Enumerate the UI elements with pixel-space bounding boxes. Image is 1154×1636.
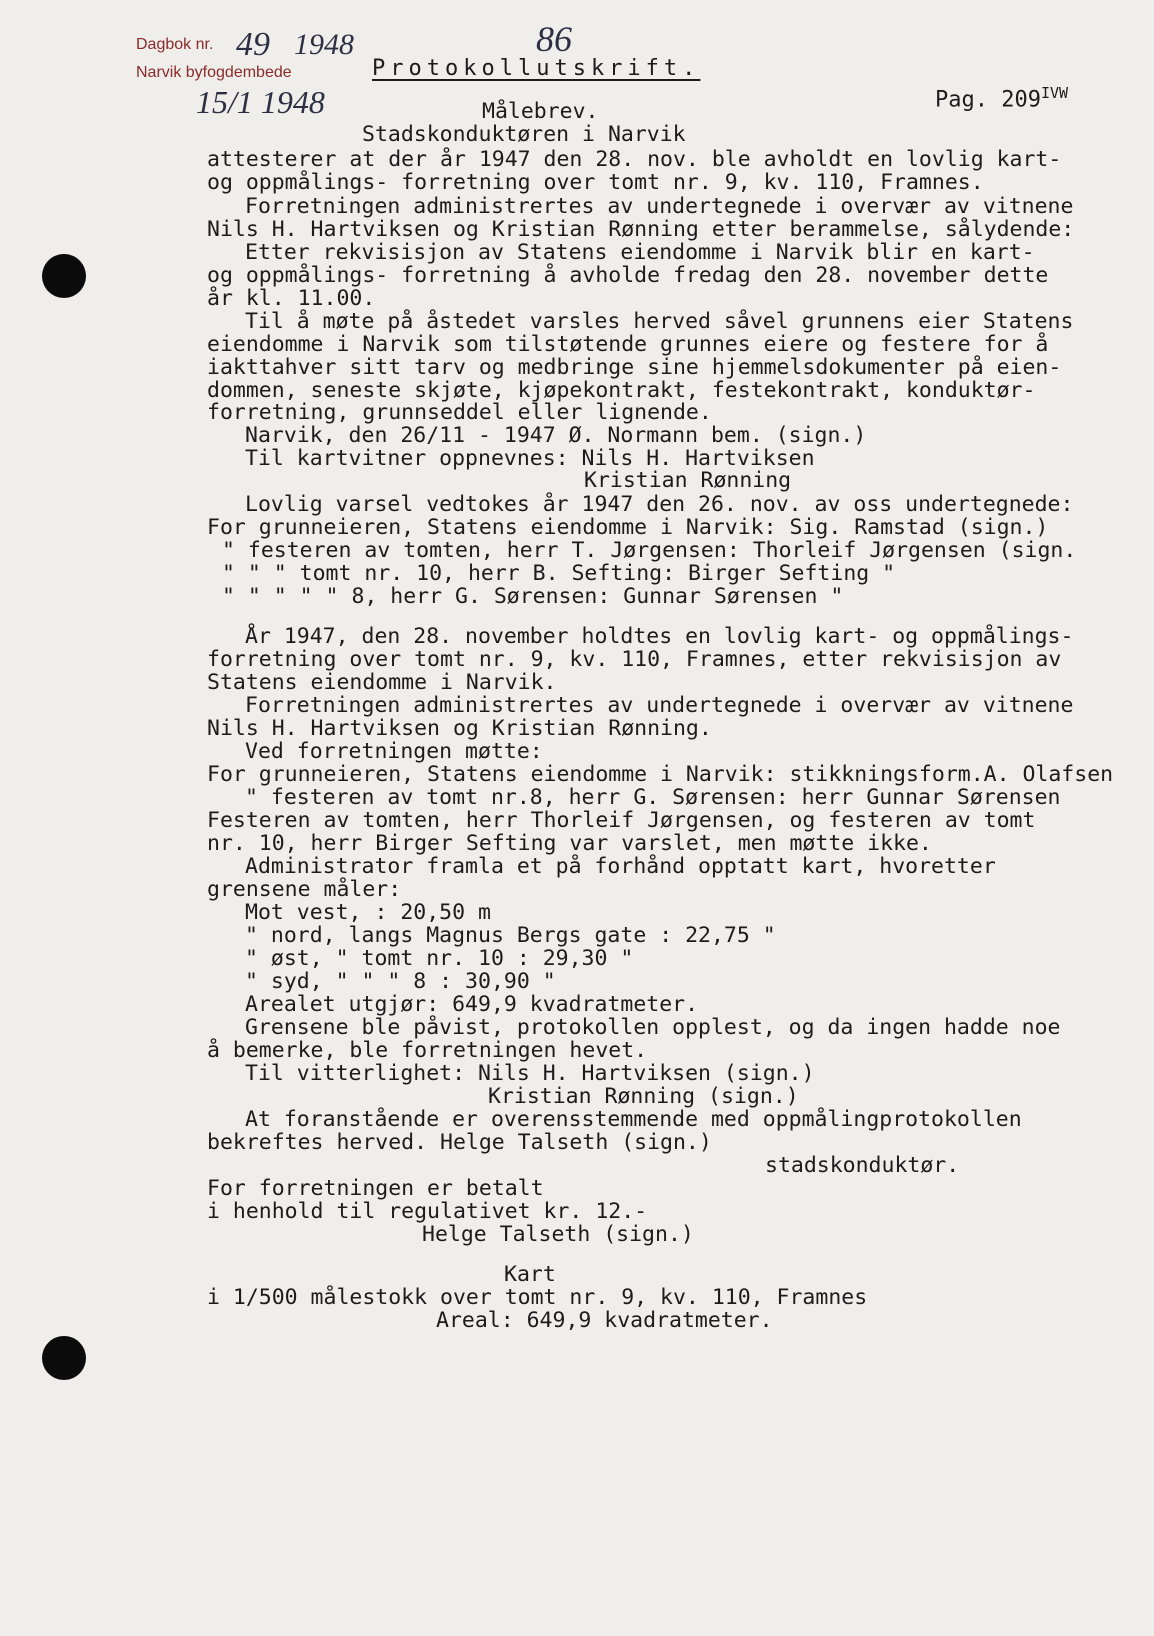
text-line: Arealet utgjør: 649,9 kvadratmeter. [245,992,699,1017]
text-line: dommen, seneste skjøte, kjøpekontrakt, festekontrakt, konduktør- [207,378,1036,403]
measurement-line: " nord, langs Magnus Bergs gate : 22,75 " [245,923,776,948]
text-line: " festeren av tomt nr.8, herr G. Sørensen: herr Gunnar Sørensen [245,785,1061,810]
text-line: Helge Talseth (sign.) [422,1222,694,1247]
measurement-line: " øst, " tomt nr. 10 : 29,30 " [245,946,634,971]
text-line: Areal: 649,9 kvadratmeter. [436,1308,773,1333]
page-reference [935,84,1068,112]
diary-stamp-line1: Dagbok nr. [136,36,214,53]
text-line: For grunneieren, Statens eiendomme i Narvik: stikkningsform.A. Olafsen [207,762,1114,787]
text-line: Nils H. Hartviksen og Kristian Rønning. [207,716,712,741]
text-line: Narvik, den 26/11 - 1947 Ø. Normann bem. (sign.) [245,423,867,448]
text-line: Festeren av tomten, herr Thorleif Jørgensen, og festeren av tomt [207,808,1036,833]
text-line: nr. 10, herr Birger Sefting var varslet, men møtte ikke. [207,831,932,856]
text-line: iakttahver sitt tarv og medbringe sine hjemmelsdokumenter på eien- [207,355,1062,380]
text-line: Lovlig varsel vedtokes år 1947 den 26. nov. av oss undertegnede: [245,492,1074,517]
text-line: Nils H. Hartviksen og Kristian Rønning etter berammelse, sålydende: [207,217,1075,242]
page-reference-suffix: IVW [1040,84,1069,102]
text-line: År 1947, den 28. november holdtes en lovlig kart- og oppmålings- [245,624,1074,649]
signature-title: stadskonduktør. [765,1153,960,1178]
text-line: Forretningen administrertes av undertegnede i overvær av vitnene [245,693,1074,718]
punch-hole-bottom [42,1336,86,1380]
text-line: Statens eiendomme i Narvik. [207,670,557,695]
text-line: i 1/500 målestokk over tomt nr. 9, kv. 110, Framnes [207,1285,868,1310]
text-line: For forretningen er betalt [207,1176,544,1201]
text-line: Til vitterlighet: Nils H. Hartviksen (sign.) [245,1061,815,1086]
handwritten-diary-number: 49 [236,26,270,63]
text-line: i henhold til regulativet kr. 12.- [207,1199,648,1224]
text-line: For grunneieren, Statens eiendomme i Narvik: Sig. Ramstad (sign.) [207,515,1049,540]
text-line: Målebrev. [482,99,599,124]
text-line: grensene måler: [207,877,402,902]
text-line: Administrator framla et på forhånd opptatt kart, hvoretter [245,854,996,879]
text-line: Kristian Rønning [584,468,792,493]
text-line: Grensene ble påvist, protokollen opplest, og da ingen hadde noe [245,1015,1061,1040]
text-line: " " " " " 8, herr G. Sørensen: Gunnar Sørensen " [222,584,844,609]
text-line: eiendomme i Narvik som tilstøtende grunnes eiere og festere for å [207,332,1049,357]
text-line: Kristian Rønning (sign.) [488,1084,799,1109]
text-line: bekreftes herved. Helge Talseth (sign.) [207,1130,712,1155]
text-line: Stadskonduktøren i Narvik [362,122,686,147]
handwritten-date: 15/1 1948 [196,84,325,120]
court-stamp-line2: Narvik byfogdembede [136,64,292,81]
map-heading: Kart [504,1262,556,1287]
text-line: og oppmålings- forretning over tomt nr. 9, kv. 110, Framnes. [207,170,984,195]
measurement-line: Mot vest, : 20,50 m [245,900,491,925]
text-line: og oppmålings- forretning å avholde fredag den 28. november dette [207,263,1049,288]
text-line: " festeren av tomten, herr T. Jørgensen: Thorleif Jørgensen (sign. [222,538,1077,563]
text-line: Forretningen administrertes av undertegnede i overvær av vitnene [245,194,1074,219]
text-line: forretning, grunnseddel eller lignende. [207,400,712,425]
text-line: Til kartvitner oppnevnes: Nils H. Hartviksen [245,446,815,471]
text-line: Etter rekvisisjon av Statens eiendomme i Narvik blir en kart- [245,240,1035,265]
punch-hole-top [42,254,86,298]
text-line: attesterer at der år 1947 den 28. nov. ble avholdt en lovlig kart- [207,147,1062,172]
text-line: At foranstående er overensstemmende med oppmålingprotokollen [245,1107,1022,1132]
page-reference-text: Pag. 209 [935,87,1041,113]
text-line: forretning over tomt nr. 9, kv. 110, Framnes, etter rekvisisjon av [207,647,1062,672]
text-line: " " " tomt nr. 10, herr B. Sefting: Birger Sefting " [222,561,896,586]
text-line: å bemerke, ble forretningen hevet. [207,1038,648,1063]
document-title: Protokollutskrift. [372,56,701,81]
text-line: Til å møte på åstedet varsles herved såvel grunnens eier Statens [245,309,1074,334]
handwritten-page-number: 86 [536,19,572,59]
handwritten-diary-year: 1948 [294,28,354,61]
measurement-line: " syd, " " " 8 : 30,90 " [245,969,556,994]
text-line: år kl. 11.00. [207,286,376,311]
text-line: Ved forretningen møtte: [245,739,543,764]
